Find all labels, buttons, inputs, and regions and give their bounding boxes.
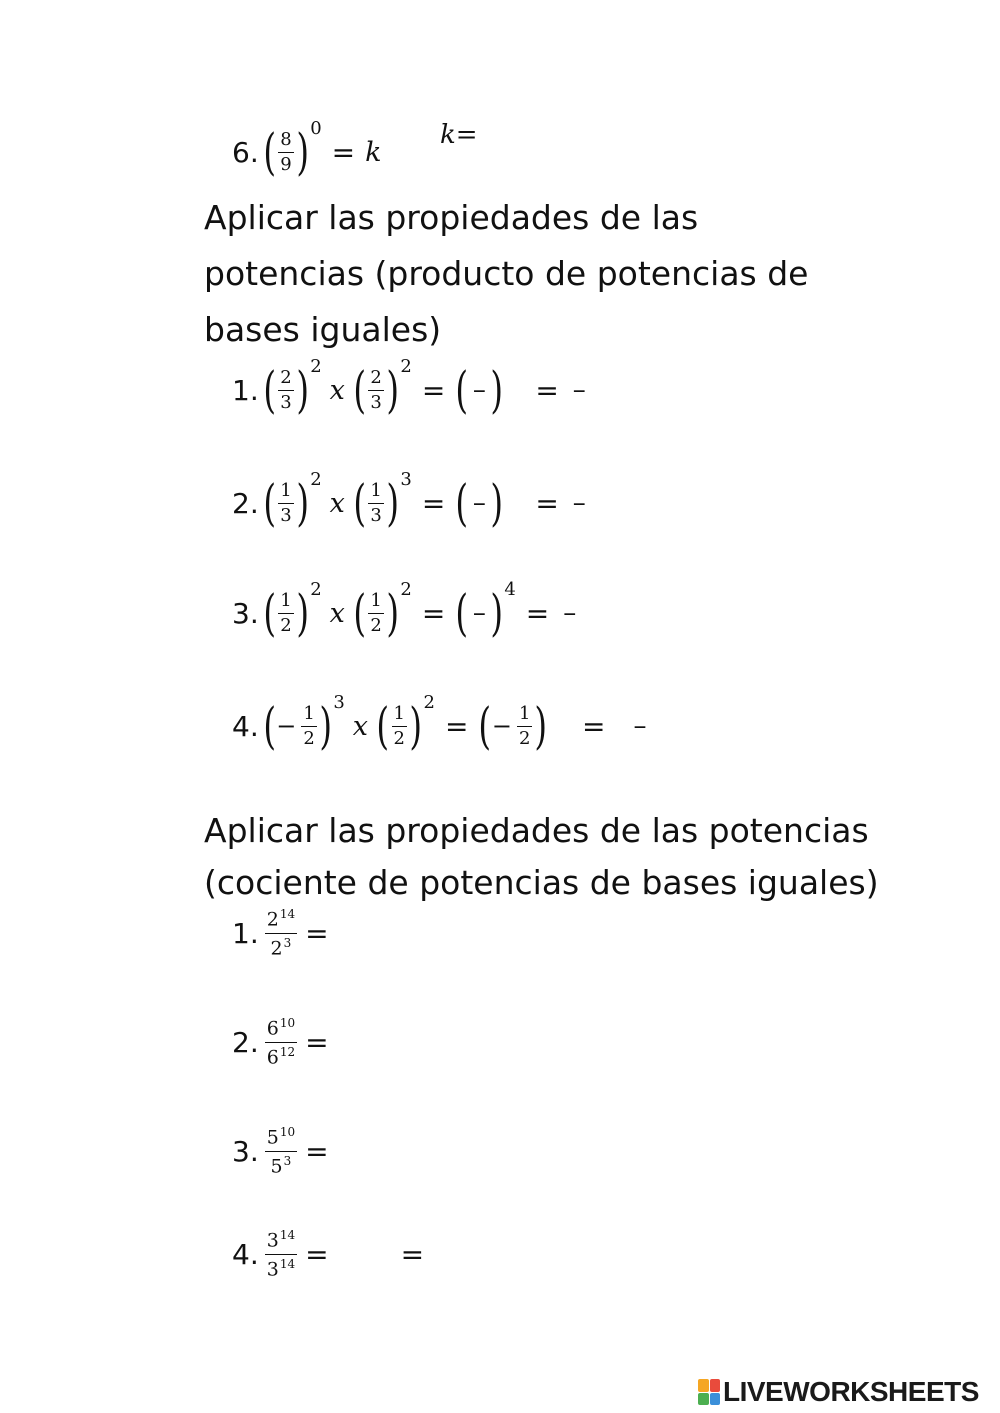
item-number: 2. [232, 486, 259, 520]
equals-sign: = [421, 373, 446, 407]
denominator: 2 [393, 727, 405, 749]
numerator: 1 [392, 705, 407, 727]
exponent-b: 3 [400, 469, 412, 490]
liveworksheets-logo [698, 1376, 979, 1408]
answer-label-k: k= [440, 120, 478, 150]
right-paren: ) [386, 584, 399, 642]
denominator: 2 [519, 727, 531, 749]
denominator: 9 [280, 153, 292, 175]
left-paren: ( [353, 474, 366, 532]
answer-dash: – [572, 375, 586, 405]
exponent: 0 [310, 118, 322, 139]
times-x: x [329, 487, 345, 519]
left-paren: ( [263, 584, 276, 642]
denominator: $2^3$ [270, 935, 292, 959]
blank-dash: – [472, 375, 486, 405]
fraction-b [368, 366, 383, 413]
logo-mark-tile [710, 1379, 721, 1392]
left-paren: ( [263, 697, 276, 755]
right-paren: ) [490, 584, 503, 642]
right-paren: ) [296, 123, 309, 181]
blank-dash: – [472, 598, 486, 628]
item-number: 4. [232, 1237, 259, 1271]
answer-dash: – [572, 488, 586, 518]
exponent-a: 3 [333, 692, 345, 713]
right-paren: ) [296, 584, 309, 642]
exponent-b: 2 [400, 579, 412, 600]
left-paren: ( [455, 474, 469, 532]
item-number: 2. [232, 1025, 259, 1059]
left-paren: ( [263, 361, 276, 419]
denominator: 3 [280, 504, 292, 526]
numerator: $5^{10}$ [265, 1126, 297, 1151]
right-paren: ) [386, 474, 399, 532]
numerator: 1 [368, 592, 383, 614]
right-paren: ) [490, 474, 503, 532]
minus-sign: − [491, 712, 513, 740]
product-item-3 [232, 573, 580, 653]
equals-sign: = [582, 709, 606, 743]
numerator: 1 [517, 705, 532, 727]
numerator: 2 [368, 369, 383, 391]
left-paren: ( [376, 697, 390, 755]
equals-sign: = [421, 486, 446, 520]
product-item-1 [232, 350, 590, 430]
exponent-b: 2 [400, 356, 412, 377]
right-paren: ) [386, 361, 399, 419]
heading-line: potencias (producto de potencias de [204, 254, 809, 293]
equals-sign: = [305, 916, 329, 950]
quotient-fraction [265, 1229, 297, 1279]
numerator: 1 [278, 482, 293, 504]
equals-sign: = [305, 1237, 329, 1271]
fraction-a [278, 589, 293, 636]
exercise-6 [232, 112, 390, 192]
heading-line: bases iguales) [204, 310, 442, 349]
logo-mark-tile [710, 1393, 721, 1406]
logo-mark-tile [698, 1393, 709, 1406]
product-item-2 [232, 463, 590, 543]
result-exponent: 4 [504, 579, 516, 600]
equals-sign: = [331, 135, 356, 169]
quotient-fraction [265, 1126, 297, 1176]
right-paren: ) [296, 361, 309, 419]
fraction-b [392, 702, 407, 749]
fraction-b [368, 589, 383, 636]
fraction-a [278, 479, 293, 526]
right-paren: ) [296, 474, 309, 532]
logo-mark-icon [698, 1379, 720, 1405]
left-paren: ( [353, 584, 366, 642]
right-paren: ) [319, 697, 332, 755]
numerator: 1 [278, 592, 293, 614]
logo-mark-tile [698, 1379, 709, 1392]
left-paren: ( [353, 361, 366, 419]
left-paren: ( [263, 123, 276, 181]
answer-dash: – [633, 711, 647, 741]
times-x: x [329, 597, 345, 629]
denominator: 2 [303, 727, 315, 749]
numerator: 1 [368, 482, 383, 504]
numerator: $6^{10}$ [265, 1017, 297, 1042]
left-paren: ( [455, 584, 469, 642]
variable-k: k [365, 136, 382, 168]
item-number: 6. [232, 135, 259, 169]
fraction-a [301, 702, 316, 749]
fraction-result [517, 702, 532, 749]
quotient-item-2 [232, 1002, 339, 1082]
item-number: 3. [232, 596, 259, 630]
heading-line: (cociente de potencias de bases iguales) [204, 863, 879, 902]
numerator: 1 [301, 705, 316, 727]
exponent-a: 2 [310, 579, 322, 600]
equals-sign: = [305, 1025, 329, 1059]
right-paren: ) [490, 361, 503, 419]
left-paren: ( [478, 697, 492, 755]
minus-sign: − [276, 712, 297, 740]
answer-dash: – [563, 598, 577, 628]
equals-sign: = [535, 373, 559, 407]
denominator: $6^{12}$ [266, 1044, 296, 1068]
times-x: x [352, 710, 368, 742]
quotient-item-1 [232, 893, 339, 973]
left-paren: ( [263, 474, 276, 532]
equals-sign: = [444, 709, 469, 743]
numerator: 8 [278, 131, 293, 153]
quotient-item-3 [232, 1111, 339, 1191]
item-number: 1. [232, 373, 259, 407]
equals-sign: = [535, 486, 559, 520]
exponent-a: 2 [310, 469, 322, 490]
equals-sign: = [421, 596, 446, 630]
product-item-4 [232, 686, 650, 766]
blank-dash: – [472, 488, 486, 518]
fraction-b [368, 479, 383, 526]
numerator: 2 [278, 369, 293, 391]
equals-sign: = [305, 1134, 329, 1168]
times-x: x [329, 374, 345, 406]
heading-line: Aplicar las propiedades de las [204, 198, 699, 237]
item-number: 3. [232, 1134, 259, 1168]
quotient-fraction [265, 908, 297, 958]
equals-sign: = [525, 596, 550, 630]
denominator: $5^3$ [270, 1153, 292, 1177]
fraction [278, 128, 293, 175]
exponent-a: 2 [310, 356, 322, 377]
heading-line: Aplicar las propiedades de las potencias [204, 811, 869, 850]
equals-sign: = [400, 1237, 425, 1271]
fraction-a [278, 366, 293, 413]
item-number: 4. [232, 709, 259, 743]
quotient-item-4 [232, 1214, 434, 1294]
quotient-fraction [265, 1017, 297, 1067]
logo-text: LIVEWORKSHEETS [723, 1376, 979, 1407]
denominator: 3 [370, 391, 382, 413]
denominator: 3 [280, 391, 292, 413]
section-1-heading [204, 190, 924, 358]
denominator: $3^{14}$ [266, 1256, 296, 1280]
exponent-b: 2 [423, 692, 435, 713]
right-paren: ) [409, 697, 423, 755]
item-number: 1. [232, 916, 259, 950]
right-paren: ) [534, 697, 548, 755]
denominator: 2 [280, 614, 292, 636]
numerator: $3^{14}$ [265, 1229, 297, 1254]
denominator: 2 [370, 614, 382, 636]
denominator: 3 [370, 504, 382, 526]
left-paren: ( [455, 361, 469, 419]
numerator: $2^{14}$ [265, 908, 297, 933]
